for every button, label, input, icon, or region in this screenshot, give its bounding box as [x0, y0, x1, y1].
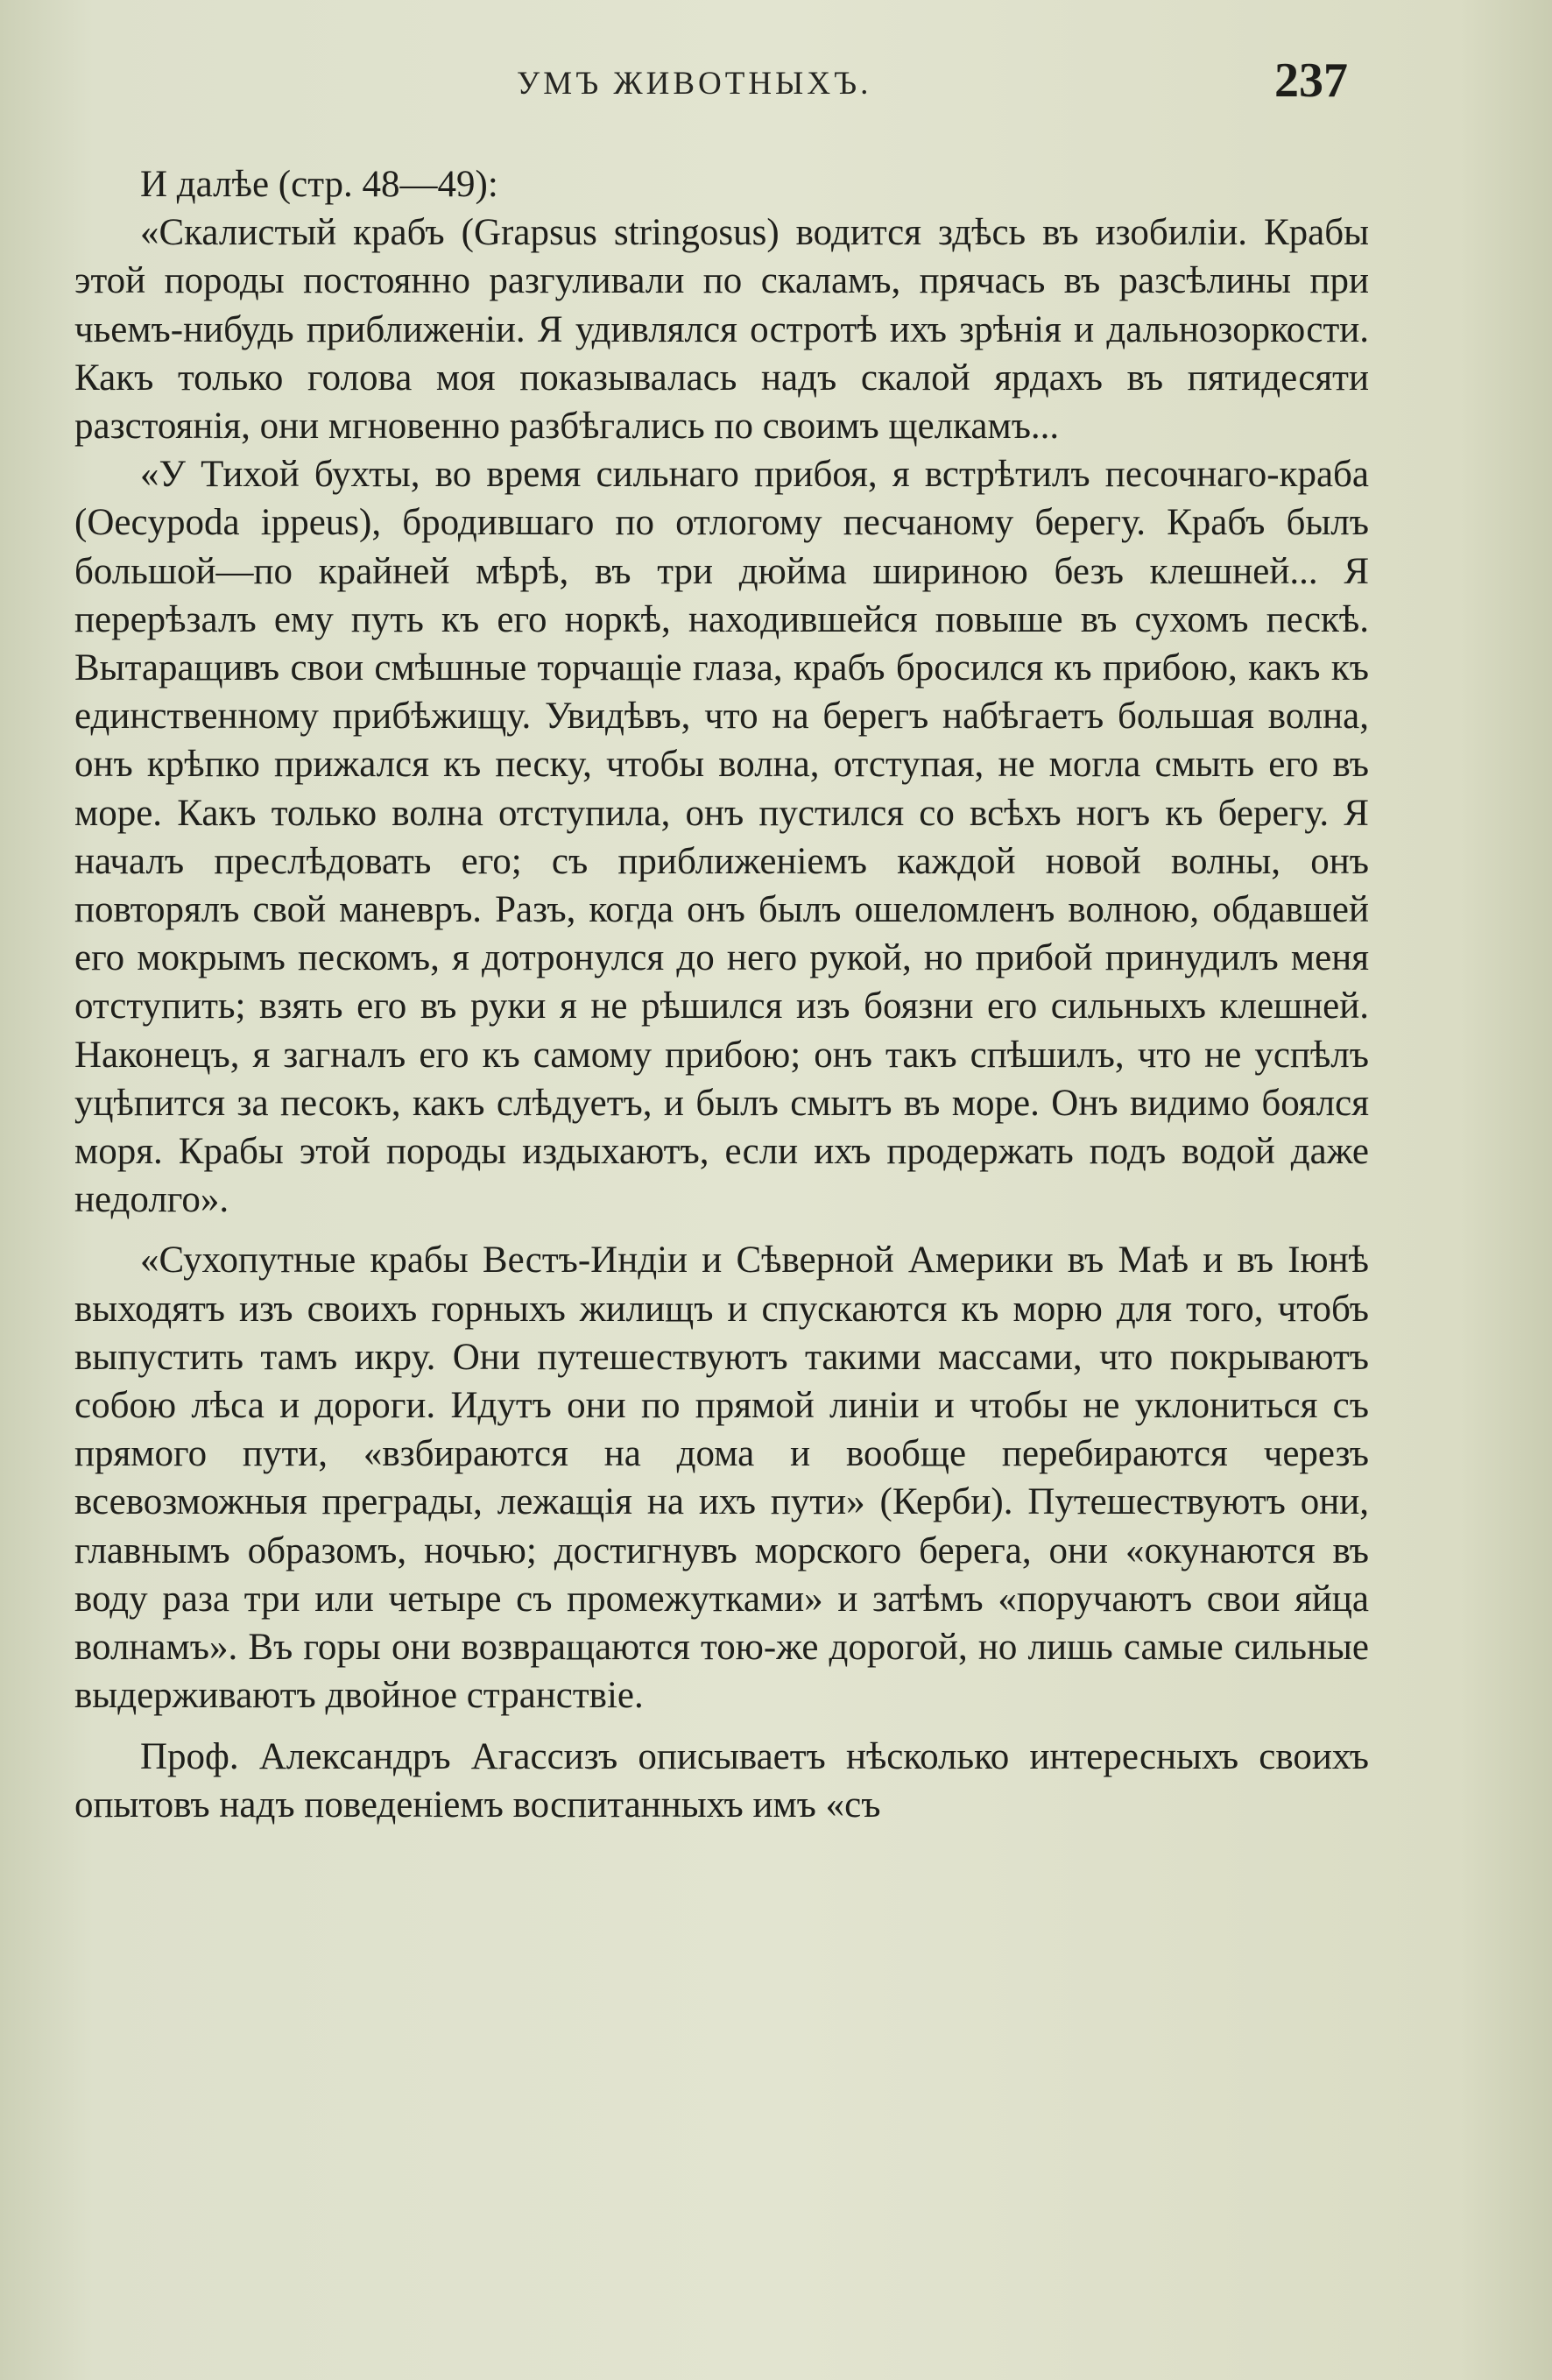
- paragraph-agassiz: Проф. Александръ Агассизъ описываетъ нѣсколько интересныхъ своихъ опытовъ надъ поведеніемъ воспитанныхъ имъ «съ: [74, 1735, 1369, 1826]
- paragraph-sand-crab: «У Тихой бухты, во время сильнаго прибоя, я встрѣтилъ песочнаго-краба (Oecypoda ippeus), бродившаго по отлогому песчаному берегу. Крабъ былъ большой—по крайней мѣрѣ, въ три дюйма шириною безъ клешней... Я перерѣзалъ ему путь къ его норкѣ, находившейся повыше въ сухомъ пескѣ. Вытаращивъ свои смѣшные торчащіе глаза, крабъ бросился къ прибою, какъ къ единственному прибѣжищу. Увидѣвъ, что на берегъ набѣгаетъ большая волна, онъ крѣпко прижался къ песку, чтобы волна, отступая, не могла смыть его въ море. Какъ только волна отступила, онъ пустился со всѣхъ ногъ къ берегу. Я началъ преслѣдовать его; съ приближеніемъ каждой новой волны, онъ повторялъ свой маневръ. Разъ, когда онъ былъ ошеломленъ волною, обдавшей его мокрымъ пескомъ, я дотронулся до него рукой, но прибой принудилъ меня отступить; взять его въ руки я не рѣшился изъ боязни его сильныхъ клешней. Наконецъ, я загналъ его къ самому прибою; онъ такъ спѣшилъ, что не успѣлъ уцѣпится за песокъ, какъ слѣдуетъ, и былъ смытъ въ море. Онъ видимо боялся моря. Крабы этой породы издыхаютъ, если ихъ продержать подъ водой даже недолго».: [74, 454, 1369, 1221]
- paragraph-rock-crab: «Скалистый крабъ (Grapsus stringosus) водится здѣсь въ изобиліи. Крабы этой породы постоянно разгуливали по скаламъ, прячась въ разсѣлины при чьемъ-нибудь приближеніи. Я удивлялся остротѣ ихъ зрѣнія и дальнозоркости. Какъ только голова моя показывалась надъ скалой ярдахъ въ пятидесяти разстоянія, они мгновенно разбѣгались по своимъ щелкамъ...: [74, 212, 1369, 448]
- paragraph-land-crabs: «Сухопутные крабы Вестъ-Индіи и Сѣверной Америки въ Маѣ и въ Іюнѣ выходятъ изъ своихъ горныхъ жилищъ и спускаются къ морю для того, чтобъ выпустить тамъ икру. Они путешествуютъ такими массами, что покрываютъ собою лѣса и дороги. Идутъ они по прямой линіи и чтобы не уклониться съ прямого пути, «взбираются на дома и вообще перебираются черезъ всевозможныя преграды, лежащія на ихъ пути» (Керби). Путешествуютъ они, главнымъ образомъ, ночью; достигнувъ морского берега, они «окунаются въ воду раза три или четыре съ промежутками» и затѣмъ «поручаютъ свои яйца волнамъ». Въ горы они возвращаются тою-же дорогой, но лишь самые сильные выдерживаютъ двойное странствіе.: [74, 1239, 1369, 1717]
- page-number: 237: [1274, 53, 1348, 108]
- body-text: [74, 160, 1369, 1829]
- paragraph-intro: И далѣе (стр. 48—49):: [140, 164, 498, 205]
- running-title: УМЪ ЖИВОТНЫХЪ.: [517, 66, 872, 102]
